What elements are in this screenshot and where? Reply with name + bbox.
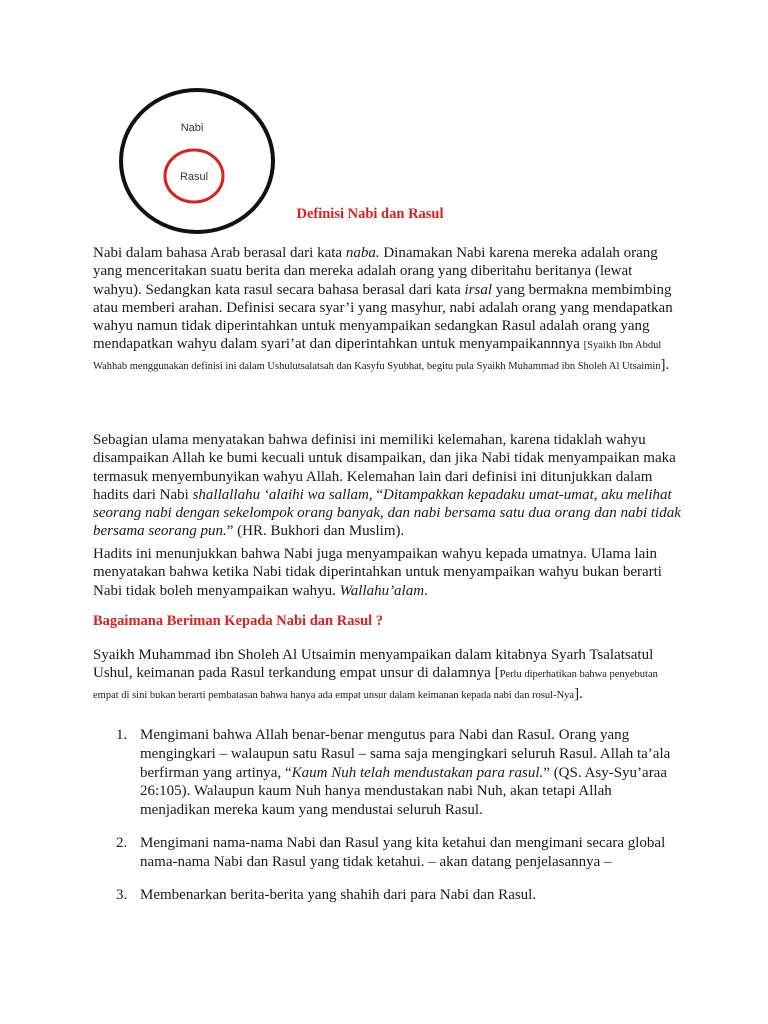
list-number: 3.	[116, 886, 128, 903]
list-item	[93, 886, 683, 905]
iman-elements-list	[93, 726, 683, 918]
para2-shallallahu: shallallahu ‘alaihi wa sallam	[192, 486, 369, 503]
nabi-label: Nabi	[180, 122, 204, 134]
para1-text-4: ].	[660, 356, 670, 373]
list-number: 2.	[116, 834, 128, 851]
para3-wallahu: Wallahu’alam	[339, 582, 425, 599]
section-title: Definisi Nabi dan Rasul	[296, 206, 444, 222]
para4-text-1: Syaikh Muhammad ibn Sholeh Al Utsaimin menyampaikan dalam kitabnya Syarh Tsalatsatul Ushul, keimanan pada Rasul terkandung empat unsur di dalamnya [	[93, 647, 654, 682]
list-item-text: Membenarkan berita-berita yang shahih dari para Nabi dan Rasul.	[140, 886, 537, 903]
list-item-text: Mengimani nama-nama Nabi dan Rasul yang kita ketahui dan mengimani secara global nama-nama Nabi dan Rasul yang tidak ketahui. – akan datang penjelasannya –	[140, 834, 666, 870]
para3-text-2: .	[424, 582, 428, 599]
para3-text-1: Hadits ini menunjukkan bahwa Nabi juga menyampaikan wahyu kepada umatnya. Ulama lain menyatakan bahwa ketika Nabi tidak diperintahkan untuk menyampaikan wahyu bukan berarti Nabi tidak boleh menyampaikan wahyu.	[93, 546, 662, 599]
paragraph-definition	[93, 244, 683, 376]
section-heading-iman: Bagaimana Beriman Kepada Nabi dan Rasul ?	[93, 613, 384, 629]
list-number: 1.	[116, 727, 128, 743]
paragraph-hadith-explanation	[93, 545, 683, 600]
list-item	[93, 834, 683, 872]
para1-text-1: Nabi dalam bahasa Arab berasal dari kata	[93, 245, 346, 261]
para1-footnote: [Syaikh Ibn Abdul Wahhab menggunakan definisi ini dalam Ushulutsalatsah dan Kasyfu Syubhat, begitu pula Syaikh Muhammad ibn Sholeh Al Utsaimin	[93, 340, 662, 372]
para1-text-2: Dinamakan Nabi karena mereka adalah orang yang menceritakan suatu berita dan mereka adalah orang yang diberitahu beritanya (lewat wahyu). Sedangkan kata rasul secara bahasa berasal dari kata	[93, 245, 658, 298]
list-item	[93, 726, 683, 820]
paragraph-four-elements	[93, 646, 683, 705]
list-item-quote: Kaum Nuh telah mendustakan para rasul.	[291, 764, 544, 781]
para4-footnote: Perlu diperhatikan bahwa penyebutan empat di sini bukan berarti pembatasan bahwa hanya ada empat unsur dalam keimanan kepada nabi dan rosul-Nya	[93, 669, 658, 701]
para1-naba: naba.	[345, 245, 380, 261]
para2-text-2: , “	[368, 486, 383, 503]
para1-irsal: irsal	[464, 281, 493, 298]
paragraph-weakness	[93, 431, 683, 541]
para4-text-2: ].	[574, 685, 583, 702]
rasul-label: Rasul	[179, 171, 209, 183]
para2-text-1: Sebagian ulama menyatakan bahwa definisi ini memiliki kelemahan, karena tidaklah wahyu disampaikan Allah ke bumi kecuali untuk disampaikan, dan jika Nabi tidak menyampaikan maka termasuk menyembunyikan wahyu Allah. Kelemahan lain dari definisi ini ditunjukkan dalam hadits dari Nabi	[93, 432, 676, 503]
para1-text-3: yang bermakna membimbing atau memberi arahan. Definisi secara syar’i yang masyhur, nabi adalah orang yang mendapatkan wahyu namun tidak diperintahkan untuk menyampaikan sedangkan Rasul adalah orang yang mendapatkan wahyu dalam syari’at dan diperintahkan untuk menyampaikannnya	[93, 281, 673, 353]
para2-text-3: ” (HR. Bukhori dan Muslim).	[226, 523, 405, 540]
list-item-text: Mengimani bahwa Allah benar-benar mengutus para Nabi dan Rasul. Orang yang mengingkari – walaupun satu Rasul – sama saja mengingkari seluruh Rasul. Allah ta’ala berfirman yang artinya, “	[140, 727, 671, 781]
list-item-text-end: ” (QS. Asy-Syu’araa 26:105). Walaupun kaum Nuh hanya mendustakan nabi Nuh, akan tetapi Allah menjadikan mereka kaum yang mendustai seluruh Rasul.	[140, 764, 668, 819]
para2-hadith-quote: Ditampakkan kepadaku umat-umat, aku melihat seorang nabi dengan sekelompok orang banyak, dan nabi bersama satu dua orang dan nabi tidak bersama seorang pun.	[93, 486, 681, 540]
